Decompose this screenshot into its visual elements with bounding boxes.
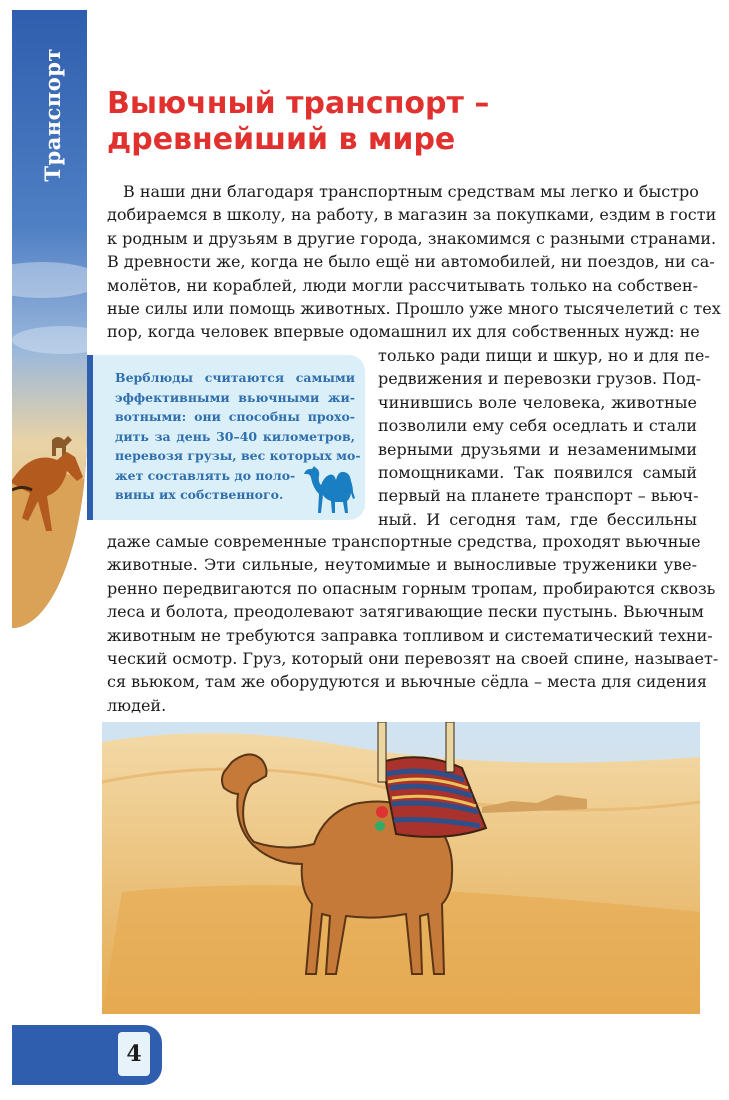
- text-line: молётов, ни кораблей, люди могли рассчитывать только на собствен-: [107, 275, 699, 295]
- callout-line: Верблюды считаются самыми: [115, 370, 355, 385]
- text-line: леса и болота, преодолевают затягивающие пески пустынь. Вьючным: [107, 602, 704, 622]
- text-line: ренно передвигаются по опасным горным тропам, пробираются сквозь: [107, 578, 716, 598]
- intro-paragraph: [107, 180, 721, 344]
- text-line: ные силы или помощь животных. Прошло уже много тысячелетий с тех: [107, 299, 721, 319]
- text-line: животным не требуются заправка топливом и систематический техни-: [107, 625, 713, 645]
- text-line: животные. Эти сильные, неутомимые и выносливые труженики уве-: [107, 555, 697, 575]
- text-line: ся вьюком, там же оборудуются и вьючные сёдла – места для сидения: [107, 672, 707, 692]
- callout-accent-bar: [87, 355, 93, 520]
- callout-line: вины их собственного.: [115, 487, 284, 502]
- text-line: помощниками. Так появился самый: [378, 463, 697, 483]
- title-line-2: древнейший в мире: [107, 122, 456, 157]
- text-line: ный. И сегодня там, где бессильны: [378, 509, 697, 529]
- section-title: Транспорт: [39, 48, 65, 182]
- text-line: верными друзьями и незаменимыми: [378, 439, 697, 459]
- text-line: В наши дни благодаря транспортным средствам мы легко и быстро: [123, 182, 699, 201]
- callout-line: жет составлять до поло-: [115, 467, 296, 483]
- text-line: только ради пищи и шкур, но и для пе-: [378, 346, 710, 365]
- sidebar-band: [12, 10, 87, 628]
- text-line: ческий осмотр. Груз, который они перевозят на своей спине, называет-: [107, 649, 719, 669]
- page-title: [107, 86, 667, 158]
- callout-line: эффективными вьючными жи-: [115, 389, 355, 405]
- section-label: [36, 40, 68, 190]
- text-line: людей.: [107, 695, 167, 715]
- text-line: позволили ему себя оседлать и стали: [378, 416, 697, 436]
- callout-line: перевозя грузы, вес которых мо-: [115, 448, 361, 463]
- text-line: пор, когда человек впервые одомашнил их для собственных нужд: не: [107, 322, 700, 342]
- text-line: добираемся в школу, на работу, в магазин за покупками, ездим в гости: [107, 205, 717, 225]
- page-number: 4: [118, 1032, 150, 1076]
- callout-line: вотными: они способны прохо-: [115, 409, 355, 424]
- text-line: чинившись воле человека, животные: [378, 392, 697, 412]
- callout-line: дить за день 30–40 километров,: [115, 428, 355, 444]
- camel-illustration: [102, 722, 700, 1014]
- closing-paragraph: [107, 530, 719, 717]
- text-line: В древности же, когда не было ещё ни автомобилей, ни поездов, ни са-: [107, 252, 715, 272]
- text-line: даже самые современные транспортные средства, проходят вьючные: [107, 532, 701, 551]
- text-line: первый на планете транспорт – вьюч-: [378, 486, 699, 506]
- text-line: редвижения и перевозки грузов. Под-: [378, 369, 702, 389]
- text-line: к родным и друзьям в другие города, знакомимся с разными странами.: [107, 228, 717, 248]
- title-line-1: Выючный транспорт –: [107, 86, 490, 121]
- camel-icon: [298, 460, 360, 518]
- wrapped-paragraph: [378, 344, 710, 531]
